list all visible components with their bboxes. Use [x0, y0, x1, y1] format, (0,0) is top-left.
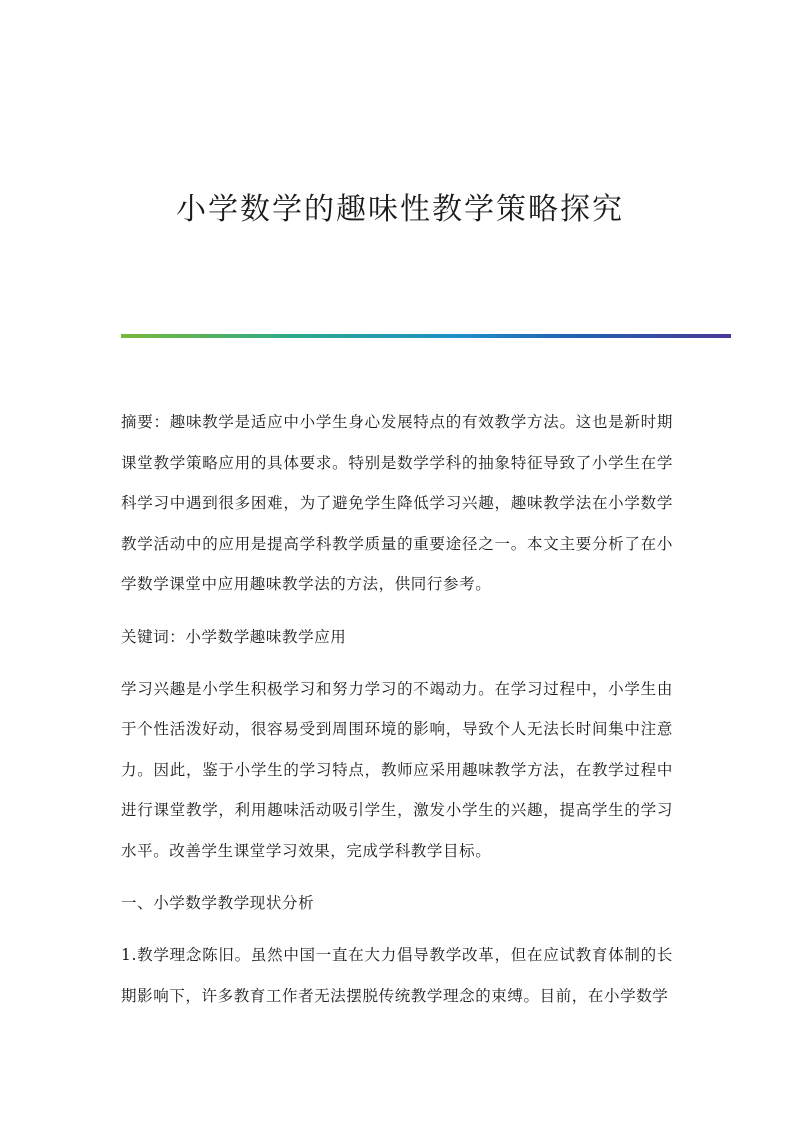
abstract-paragraph: 摘要：趣味教学是适应中小学生身心发展特点的有效教学方法。这也是新时期课堂教学策略应用的具体要求。特别是数学学科的抽象特征导致了小学生在学科学习中遇到很多困难，为了避免学生降低学习兴趣，趣味教学法在小学数学教学活动中的应用是提高学科教学质量的重要途径之一。本文主要分析了在小学数学课堂中应用趣味教学法的方法，供同行参考。: [121, 413, 673, 593]
keywords-line: 关键词：小学数学趣味教学应用: [121, 627, 347, 646]
document-body: [121, 402, 673, 1028]
section-heading: 一、小学数学教学现状分析: [121, 894, 315, 912]
document-title: 小学数学的趣味性教学策略探究: [176, 192, 624, 227]
intro-paragraph: 学习兴趣是小学生积极学习和努力学习的不竭动力。在学习过程中，小学生由于个性活泼好动，很容易受到周围环境的影响，导致个人无法长时间集中注意力。因此，鉴于小学生的学习特点，教师应采用趣味教学方法，在教学过程中进行课堂教学，利用趣味活动吸引学生，激发小学生的兴趣，提高学生的学习水平。改善学生课堂学习效果，完成学科教学目标。: [121, 679, 673, 860]
point-paragraph: 1.教学理念陈旧。虽然中国一直在大力倡导教学改革，但在应试教育体制的长期影响下，许多教育工作者无法摆脱传统教学理念的束缚。目前，在小学数学: [121, 946, 673, 1005]
title-divider: [121, 334, 731, 338]
